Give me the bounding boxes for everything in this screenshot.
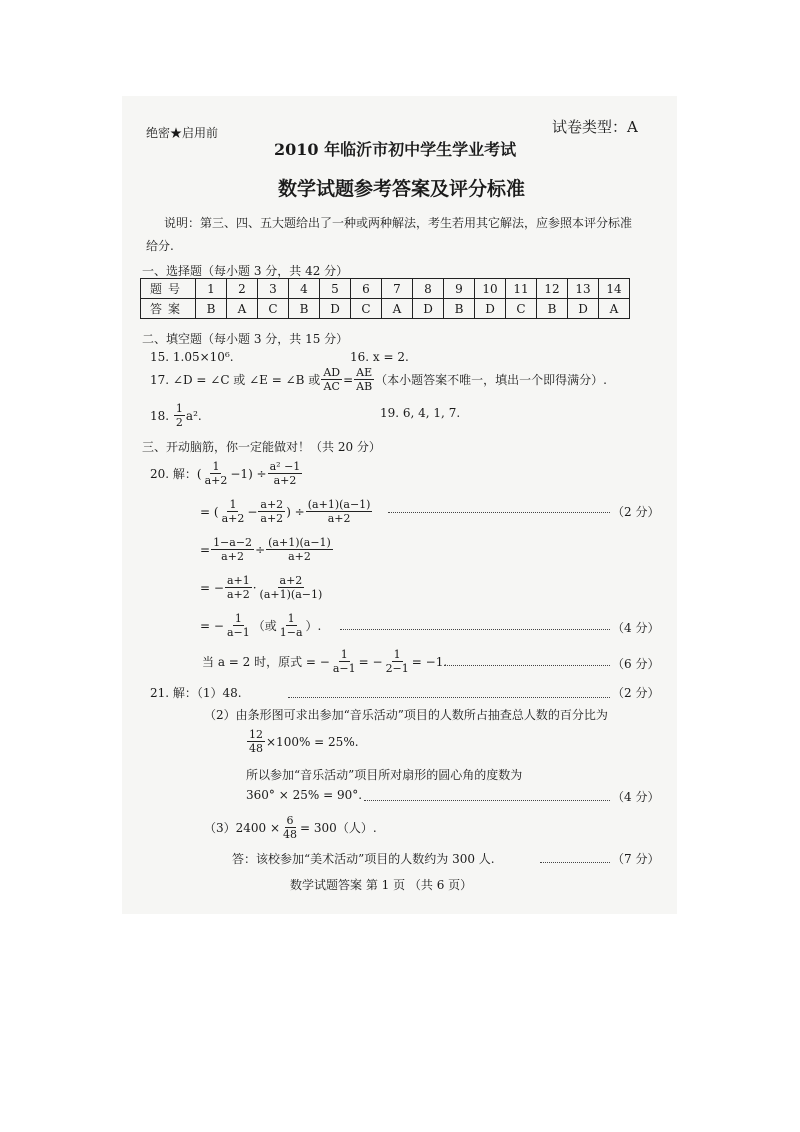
dotted-leader (388, 512, 610, 513)
question-number: 4 (289, 279, 320, 299)
paren-open: ( (196, 466, 202, 481)
denominator: a+2 (260, 512, 284, 525)
answer-16: 16. x = 2. (350, 350, 409, 364)
dotted-leader (540, 862, 610, 863)
answer-table (140, 278, 630, 319)
numerator: 1 (229, 498, 237, 511)
answer-cell: D (475, 299, 506, 319)
question-number: 14 (599, 279, 630, 299)
paper-type (552, 116, 638, 137)
operator: ÷ (255, 542, 266, 557)
numerator: 1 (340, 648, 348, 661)
denominator: a−1 (332, 662, 356, 675)
numerator: a² −1 (269, 460, 301, 473)
dotted-leader (288, 697, 610, 698)
q21-line-3 (246, 728, 359, 755)
answer-19: 19. 6, 4, 1, 7. (380, 406, 461, 420)
denominator: a−1 (226, 626, 250, 639)
fraction (278, 612, 305, 639)
denominator: a+2 (204, 474, 228, 487)
numerator: AE (356, 366, 373, 379)
dotted-leader (364, 800, 610, 801)
section-3-title: 三、开动脑筋，你一定能做对！（共 20 分） (142, 440, 381, 454)
row-label-numbers: 题号 (141, 279, 196, 299)
operator: = ( (200, 504, 219, 519)
denominator: a+2 (221, 550, 244, 563)
q21-line-2: （2）由条形图可求出参加“音乐活动”项目的人数所占抽查总人数的百分比为 (204, 708, 608, 722)
answer-cell: A (227, 299, 258, 319)
section-2-title: 二、填空题（每小题 3 分，共 15 分） (142, 332, 349, 346)
text: = −1. (411, 654, 448, 669)
numerator: 1 (287, 612, 295, 625)
question-number: 9 (444, 279, 475, 299)
operator: · (252, 580, 257, 595)
numerator: a+2 (279, 574, 303, 587)
q21-line-6 (204, 814, 377, 841)
q21-line-4: 所以参加“音乐活动”项目所对扇形的圆心角的度数为 (246, 768, 523, 782)
question-number: 12 (537, 279, 568, 299)
dotted-leader (340, 629, 610, 630)
numerator: 1 (234, 612, 242, 625)
answer-15: 15. 1.05×10⁶. (150, 350, 234, 364)
question-number: 2 (227, 279, 258, 299)
fraction (258, 574, 325, 601)
fraction (331, 648, 358, 675)
operator: = − (200, 618, 224, 633)
answer-18 (150, 402, 202, 429)
question-number: 3 (258, 279, 289, 299)
fraction (266, 536, 333, 563)
answer-cell: B (537, 299, 568, 319)
operator: ) ÷ (286, 504, 305, 519)
denominator: a+2 (273, 474, 297, 487)
numerator: 1−a−2 (213, 536, 253, 549)
denominator: 48 (249, 742, 263, 755)
question-number: 10 (475, 279, 506, 299)
answer-cell: C (258, 299, 289, 319)
q20-line-5 (200, 612, 321, 639)
answer-cell: D (568, 299, 599, 319)
page-title: 数学试题参考答案及评分标准 (278, 178, 526, 200)
table-row-numbers (141, 279, 630, 299)
fraction (225, 574, 252, 601)
numerator: 1 (393, 648, 401, 661)
operator: = − (200, 580, 224, 595)
fraction (321, 366, 342, 393)
numerator: 1 (212, 460, 220, 473)
answer-18-text: a². (185, 408, 202, 423)
answer-cell: B (444, 299, 475, 319)
q21-line-7: 答：该校参加“美术活动”项目的人数约为 300 人. (232, 852, 495, 866)
question-number: 1 (196, 279, 227, 299)
answer-18-number: 18. (150, 408, 170, 423)
secret-label: 绝密★启用前 (146, 126, 219, 140)
answer-cell: C (351, 299, 382, 319)
fraction (203, 460, 230, 487)
fraction (258, 498, 285, 525)
q20-line-2 (200, 498, 373, 525)
numerator: 1 (175, 402, 183, 415)
question-number: 13 (568, 279, 599, 299)
numerator: a+2 (260, 498, 284, 511)
paper-type-value: A (627, 118, 638, 136)
q21-line-1: 21. 解：（1）48. (150, 686, 242, 700)
score-mark: （2 分） (612, 505, 660, 519)
operator: − (247, 504, 258, 519)
text: ）. (305, 619, 322, 633)
denominator: 2−1 (385, 662, 409, 675)
answer-cell: D (320, 299, 351, 319)
note-line-2: 给分. (146, 239, 174, 253)
paper-type-label: 试卷类型： (552, 118, 628, 136)
q20-label: 20. 解： (150, 467, 197, 481)
denominator: a+2 (327, 512, 351, 525)
fraction (174, 402, 185, 429)
fraction (220, 498, 247, 525)
text: ×100% = 25%. (266, 734, 359, 749)
text: 当 a = 2 时，原式 = − (202, 655, 330, 669)
q20-line-6 (202, 648, 447, 675)
question-number: 11 (506, 279, 537, 299)
fraction (268, 460, 303, 487)
fraction (225, 612, 252, 639)
numerator: (a+1)(a−1) (307, 498, 371, 511)
numerator: AD (323, 366, 341, 379)
denominator: a+2 (226, 588, 250, 601)
dotted-leader (444, 665, 610, 666)
answer-cell: A (382, 299, 413, 319)
score-mark: （2 分） (612, 686, 660, 700)
fraction (211, 536, 254, 563)
q20-line-4 (200, 574, 325, 601)
text: = 300（人）. (300, 821, 377, 835)
numerator: a+1 (226, 574, 250, 587)
denominator: 2 (175, 416, 183, 429)
numerator: 12 (249, 728, 263, 741)
q20-line-3 (200, 536, 334, 563)
denominator: AC (323, 380, 340, 393)
question-number: 8 (413, 279, 444, 299)
score-mark: （4 分） (612, 621, 660, 635)
answer-cell: D (413, 299, 444, 319)
page-footer: 数学试题答案 第 1 页 （共 6 页） (290, 878, 473, 892)
text: （3）2400 × (204, 821, 281, 835)
numerator: (a+1)(a−1) (268, 536, 331, 549)
answer-cell: B (289, 299, 320, 319)
fraction (384, 648, 411, 675)
answer-17-text: 17. ∠D = ∠C 或 ∠E = ∠B 或 (150, 373, 321, 387)
answer-17-note: （本小题答案不唯一，填出一个即得满分）. (375, 373, 607, 387)
text: （或 (252, 619, 277, 633)
denominator: a+2 (288, 550, 311, 563)
section-1-title: 一、选择题（每小题 3 分，共 42 分） (142, 264, 349, 278)
answer-cell: A (599, 299, 630, 319)
denominator: (a+1)(a−1) (259, 588, 323, 601)
row-label-answers: 答案 (141, 299, 196, 319)
denominator: AB (356, 380, 373, 393)
table-row-answers (141, 299, 630, 319)
fraction (306, 498, 373, 525)
score-mark: （4 分） (612, 790, 660, 804)
operator: −1) ÷ (230, 466, 267, 481)
fraction (281, 814, 299, 841)
q20-line-1 (150, 460, 303, 487)
score-mark: （7 分） (612, 852, 660, 866)
operator: = − (358, 654, 383, 669)
question-number: 5 (320, 279, 351, 299)
question-number: 7 (382, 279, 413, 299)
fraction (247, 728, 265, 755)
q21-line-5: 360° × 25% = 90°. (246, 788, 363, 802)
numerator: 6 (286, 814, 294, 827)
answer-17 (150, 366, 607, 393)
denominator: 48 (283, 828, 298, 841)
score-mark: （6 分） (612, 657, 660, 671)
fraction (354, 366, 374, 393)
answer-cell: C (506, 299, 537, 319)
question-number: 6 (351, 279, 382, 299)
operator: = (200, 542, 211, 557)
answer-cell: B (196, 299, 227, 319)
note-line-1: 说明：第三、四、五大题给出了一种或两种解法，考生若用其它解法，应参照本评分标准 (164, 216, 633, 230)
denominator: a+2 (221, 512, 245, 525)
denominator: 1−a (279, 626, 303, 639)
equals-sign: = (343, 372, 354, 387)
exam-title: 2010 年临沂市初中学生学业考试 (274, 140, 517, 159)
